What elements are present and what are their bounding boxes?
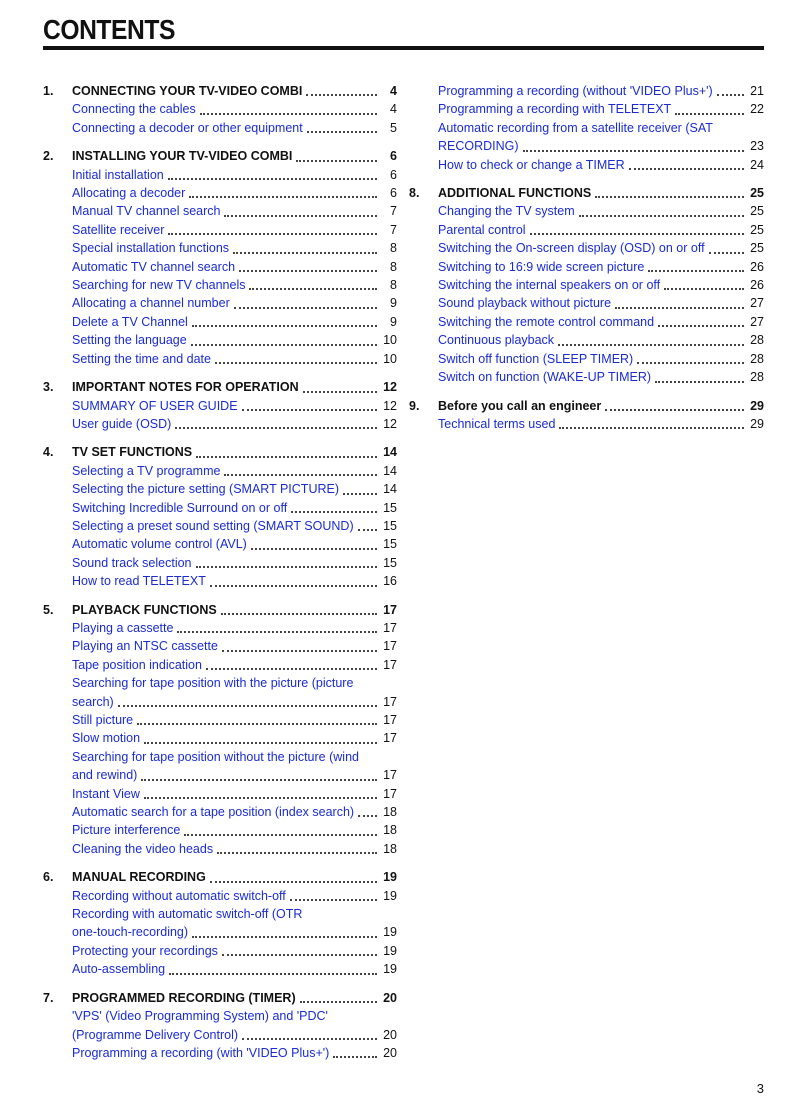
toc-left-column	[43, 82, 397, 1072]
toc-entry[interactable]	[43, 619, 397, 637]
section-page: 17	[383, 602, 397, 617]
dot-leader	[242, 1037, 377, 1040]
toc-entry[interactable]	[409, 137, 764, 155]
entry-title[interactable]: and rewind)	[72, 768, 138, 783]
toc-entry[interactable]	[43, 960, 397, 978]
entry-page: 18	[383, 823, 397, 838]
entry-page: 24	[750, 157, 764, 172]
entry-title[interactable]: Still picture	[72, 713, 134, 727]
entry-title[interactable]: Manual TV channel search	[72, 204, 221, 219]
dot-leader	[655, 380, 744, 383]
entry-page: 20	[383, 1027, 397, 1042]
entry-page: 14	[383, 463, 397, 478]
section-title: PLAYBACK FUNCTIONS	[72, 602, 217, 617]
dot-leader	[306, 93, 377, 96]
toc-entry[interactable]	[43, 674, 397, 692]
dot-leader	[221, 612, 377, 615]
section-page: 6	[390, 149, 397, 164]
entry-page: 19	[383, 925, 397, 940]
entry-page: 8	[390, 241, 397, 256]
dot-leader	[196, 455, 377, 458]
dot-leader	[307, 130, 377, 133]
section-number: 7.	[43, 990, 54, 1005]
dot-leader	[184, 833, 377, 836]
dot-leader	[249, 287, 377, 290]
section-number: 4.	[43, 445, 54, 460]
toc-entry[interactable]	[43, 656, 397, 674]
entry-title[interactable]: Switching the internal speakers on or off	[438, 278, 661, 293]
toc-entry[interactable]	[43, 294, 397, 312]
toc-right-column	[409, 82, 764, 443]
toc-entry[interactable]	[43, 785, 397, 803]
entry-page: 20	[383, 1045, 397, 1060]
entry-page: 21	[750, 84, 764, 98]
page-number: 3	[756, 1081, 764, 1096]
entry-title[interactable]: Programming a recording with TELETEXT	[438, 102, 672, 117]
toc-entry[interactable]	[43, 711, 397, 729]
toc-entry[interactable]	[43, 729, 397, 747]
entry-title[interactable]: Auto-assembling	[72, 962, 166, 977]
dot-leader	[530, 232, 744, 235]
section-heading[interactable]	[409, 184, 764, 202]
entry-title[interactable]: Continuous playback	[438, 333, 555, 348]
section-title: CONNECTING YOUR TV-VIDEO COMBI	[72, 84, 303, 98]
dot-leader	[118, 704, 377, 707]
entry-page: 27	[750, 314, 764, 329]
toc-entry[interactable]	[409, 276, 764, 294]
toc-section	[43, 147, 397, 368]
section-heading[interactable]	[43, 868, 397, 886]
section-page: 19	[383, 870, 397, 885]
entry-page: 10	[383, 351, 397, 366]
entry-page: 6	[390, 167, 397, 182]
entry-page: 22	[750, 102, 764, 117]
dot-leader	[224, 473, 377, 476]
section-heading[interactable]	[43, 989, 397, 1007]
toc-entry[interactable]	[43, 119, 397, 137]
entry-page: 17	[383, 768, 397, 783]
toc-section	[409, 397, 764, 434]
dot-leader	[290, 898, 377, 901]
dot-leader	[144, 796, 377, 799]
dot-leader	[177, 630, 377, 633]
entry-page: 16	[383, 574, 397, 589]
section-number: 5.	[43, 602, 54, 617]
entry-page: 14	[383, 482, 397, 497]
dot-leader	[210, 880, 377, 883]
toc-entry[interactable]	[43, 166, 397, 184]
entry-title[interactable]: How to check or change a TIMER	[438, 157, 625, 172]
section-page: 4	[390, 84, 397, 98]
dot-leader	[629, 167, 744, 170]
entry-title[interactable]: Connecting the cables	[72, 102, 196, 117]
entry-page: 15	[383, 500, 397, 515]
dot-leader	[200, 112, 377, 115]
toc-section	[43, 601, 397, 859]
toc-entry[interactable]	[43, 313, 397, 331]
section-heading[interactable]	[43, 443, 397, 461]
entry-title[interactable]: SUMMARY OF USER GUIDE	[72, 398, 238, 413]
entry-title[interactable]: Connecting a decoder or other equipment	[72, 120, 303, 135]
section-page: 14	[383, 445, 397, 460]
entry-page: 15	[383, 555, 397, 570]
entry-title[interactable]: Switch on function (WAKE-UP TIMER)	[438, 370, 652, 385]
dot-leader	[222, 649, 377, 652]
entry-page: 8	[390, 259, 397, 274]
entry-page: 28	[750, 370, 764, 385]
dot-leader	[675, 112, 744, 115]
toc-entry[interactable]	[409, 294, 764, 312]
dot-leader	[303, 390, 377, 393]
toc-entry[interactable]	[409, 368, 764, 386]
entry-title[interactable]: Parental control	[438, 222, 526, 237]
dot-leader	[217, 851, 377, 854]
entry-page: 28	[750, 333, 764, 348]
dot-leader	[637, 361, 744, 364]
page-title: CONTENTS	[43, 14, 175, 45]
toc-entry[interactable]	[43, 1026, 397, 1044]
entry-page: 17	[383, 731, 397, 746]
toc-entry[interactable]	[43, 905, 397, 923]
entry-page: 4	[390, 102, 397, 117]
toc-section	[43, 82, 397, 137]
dot-leader	[709, 251, 744, 254]
entry-title[interactable]: Selecting a preset sound setting (SMART SOUND)	[72, 518, 354, 533]
toc-entry[interactable]	[409, 202, 764, 220]
toc-entry[interactable]	[43, 803, 397, 821]
toc-section	[409, 184, 764, 386]
dot-leader	[234, 306, 377, 309]
toc-section	[409, 82, 764, 174]
toc-entry[interactable]	[409, 331, 764, 349]
entry-title[interactable]: Selecting the picture setting (SMART PICTURE)	[72, 482, 339, 497]
entry-title[interactable]: Protecting your recordings	[72, 943, 218, 958]
entry-title[interactable]: Allocating a decoder	[72, 186, 186, 201]
toc-section	[43, 378, 397, 433]
entry-page: 15	[383, 537, 397, 552]
toc-entry[interactable]	[43, 517, 397, 535]
toc-entry[interactable]	[43, 1044, 397, 1062]
entry-page: 9	[390, 296, 397, 311]
dot-leader	[192, 324, 377, 327]
toc-entry[interactable]	[409, 119, 764, 137]
dot-leader	[559, 426, 744, 429]
entry-page: 7	[390, 222, 397, 237]
dot-leader	[358, 528, 377, 531]
entry-page: 28	[750, 351, 764, 366]
toc-entry[interactable]	[409, 415, 764, 433]
entry-title[interactable]: Cleaning the video heads	[72, 841, 214, 856]
entry-page: 12	[383, 416, 397, 431]
entry-page: 17	[383, 786, 397, 801]
toc-entry[interactable]	[43, 276, 397, 294]
toc-entry[interactable]	[43, 462, 397, 480]
section-heading[interactable]	[43, 82, 397, 100]
dot-leader	[137, 722, 377, 725]
section-title: PROGRAMMED RECORDING (TIMER)	[72, 990, 296, 1005]
section-page: 12	[383, 380, 397, 395]
section-number: 3.	[43, 380, 54, 395]
entry-page: 18	[383, 841, 397, 856]
entry-page: 8	[390, 278, 397, 293]
section-heading[interactable]	[43, 378, 397, 396]
dot-leader	[239, 269, 377, 272]
section-heading[interactable]	[43, 601, 397, 619]
toc-entry[interactable]	[43, 415, 397, 433]
entry-title[interactable]: Programming a recording (without 'VIDEO Plus+')	[438, 84, 713, 98]
dot-leader	[343, 492, 377, 495]
entry-title[interactable]: Sound track selection	[72, 555, 192, 570]
entry-title[interactable]: Allocating a channel number	[72, 296, 230, 311]
entry-title[interactable]: Recording without automatic switch-off	[72, 888, 286, 903]
entry-title[interactable]: Switching Incredible Surround on or off	[72, 500, 288, 515]
entry-title[interactable]: RECORDING)	[438, 139, 519, 154]
entry-page: 5	[390, 120, 397, 135]
dot-leader	[196, 565, 377, 568]
dot-leader	[333, 1055, 377, 1058]
entry-page: 9	[390, 314, 397, 329]
entry-title[interactable]: Searching for tape position without the picture (wind	[72, 749, 359, 764]
toc-section	[43, 443, 397, 590]
entry-page: 27	[750, 296, 764, 311]
entry-title[interactable]: User guide (OSD)	[72, 416, 172, 431]
entry-title[interactable]: Automatic TV channel search	[72, 259, 236, 274]
entry-title[interactable]: Searching for tape position with the picture (picture	[72, 676, 354, 691]
title-rule	[43, 46, 764, 50]
entry-title[interactable]: Automatic search for a tape position (index search)	[72, 805, 355, 820]
dot-leader	[141, 778, 377, 781]
section-page: 25	[750, 186, 764, 201]
toc-section	[43, 989, 397, 1063]
toc-entry[interactable]	[43, 258, 397, 276]
dot-leader	[300, 1000, 377, 1003]
entry-title[interactable]: Switching the remote control command	[438, 314, 655, 329]
entry-title[interactable]: one-touch-recording)	[72, 925, 189, 940]
toc-entry[interactable]	[43, 480, 397, 498]
toc-entry[interactable]	[43, 100, 397, 118]
entry-page: 17	[383, 713, 397, 727]
toc-entry[interactable]	[409, 100, 764, 118]
toc-entry[interactable]	[43, 766, 397, 784]
entry-page: 17	[383, 620, 397, 635]
entry-page: 7	[390, 204, 397, 219]
entry-title[interactable]: Programming a recording (with 'VIDEO Plus+')	[72, 1045, 330, 1060]
toc-entry[interactable]	[43, 535, 397, 553]
toc-entry[interactable]	[409, 221, 764, 239]
toc-entry[interactable]	[409, 156, 764, 174]
dot-leader	[296, 159, 377, 162]
entry-title[interactable]: (Programme Delivery Control)	[72, 1027, 239, 1042]
entry-page: 25	[750, 204, 764, 219]
dot-leader	[210, 584, 377, 587]
entry-title[interactable]: Technical terms used	[438, 416, 556, 431]
dot-leader	[605, 408, 744, 411]
entry-title[interactable]: Searching for new TV channels	[72, 278, 246, 293]
dot-leader	[144, 741, 377, 744]
toc-entry[interactable]	[43, 748, 397, 766]
dot-leader	[664, 287, 744, 290]
entry-page: 17	[383, 657, 397, 672]
dot-leader	[579, 214, 744, 217]
dot-leader	[168, 232, 377, 235]
entry-title[interactable]: Recording with automatic switch-off (OTR	[72, 907, 303, 922]
entry-page: 19	[383, 888, 397, 903]
entry-title[interactable]: Playing an NTSC cassette	[72, 639, 218, 654]
dot-leader	[224, 214, 377, 217]
dot-leader	[648, 269, 744, 272]
entry-page: 17	[383, 639, 397, 654]
toc-section	[43, 868, 397, 978]
entry-page: 19	[383, 962, 397, 977]
toc-entry[interactable]	[43, 350, 397, 368]
entry-page: 26	[750, 259, 764, 274]
entry-page: 6	[390, 186, 397, 201]
dot-leader	[191, 343, 377, 346]
toc-entry[interactable]	[43, 942, 397, 960]
entry-title[interactable]: Slow motion	[72, 731, 141, 746]
dot-leader	[523, 149, 744, 152]
toc-entry[interactable]	[43, 184, 397, 202]
toc-entry[interactable]	[43, 554, 397, 572]
dot-leader	[358, 814, 377, 817]
dot-leader	[558, 343, 744, 346]
entry-title[interactable]: Picture interference	[72, 823, 181, 838]
entry-title[interactable]: Sound playback without picture	[438, 296, 612, 311]
dot-leader	[168, 177, 377, 180]
entry-title[interactable]: Special installation functions	[72, 241, 230, 256]
section-title: Before you call an engineer	[438, 398, 602, 413]
dot-leader	[242, 408, 377, 411]
entry-title[interactable]: Automatic recording from a satellite receiver (SAT	[438, 120, 713, 135]
dot-leader	[233, 251, 377, 254]
entry-page: 18	[383, 805, 397, 820]
section-title: MANUAL RECORDING	[72, 870, 206, 885]
section-number: 2.	[43, 149, 54, 164]
toc-entry[interactable]	[43, 221, 397, 239]
dot-leader	[206, 667, 377, 670]
dot-leader	[251, 547, 377, 550]
toc-entry[interactable]	[409, 350, 764, 368]
entry-page: 12	[383, 398, 397, 413]
entry-title[interactable]: Changing the TV system	[438, 204, 575, 219]
entry-title[interactable]: Setting the language	[72, 333, 187, 348]
section-title: INSTALLING YOUR TV-VIDEO COMBI	[72, 149, 293, 164]
section-title: TV SET FUNCTIONS	[72, 445, 193, 460]
toc-entry[interactable]	[43, 821, 397, 839]
dot-leader	[169, 972, 377, 975]
section-title: IMPORTANT NOTES FOR OPERATION	[72, 380, 299, 395]
toc-entry[interactable]	[409, 239, 764, 257]
entry-page: 15	[383, 518, 397, 533]
section-page: 29	[750, 398, 764, 413]
entry-page: 25	[750, 241, 764, 256]
dot-leader	[717, 93, 744, 96]
section-title: ADDITIONAL FUNCTIONS	[438, 186, 592, 201]
dot-leader	[222, 953, 377, 956]
toc-entry[interactable]	[43, 239, 397, 257]
entry-title[interactable]: How to read TELETEXT	[72, 574, 206, 589]
entry-page: 19	[383, 943, 397, 958]
entry-title[interactable]: Satellite receiver	[72, 222, 165, 237]
entry-page: 29	[750, 416, 764, 431]
section-number: 6.	[43, 870, 54, 885]
entry-title[interactable]: Initial installation	[72, 167, 164, 182]
entry-title[interactable]: Playing a cassette	[72, 620, 174, 635]
dot-leader	[658, 324, 744, 327]
entry-title[interactable]: Switch off function (SLEEP TIMER)	[438, 351, 634, 366]
dot-leader	[291, 510, 377, 513]
dot-leader	[192, 935, 377, 938]
section-number: 9.	[409, 398, 420, 413]
toc-entry[interactable]	[43, 499, 397, 517]
entry-page: 26	[750, 278, 764, 293]
toc-entry[interactable]	[43, 923, 397, 941]
entry-title[interactable]: Setting the time and date	[72, 351, 211, 366]
entry-title[interactable]: search)	[72, 694, 114, 709]
entry-page: 10	[383, 333, 397, 348]
entry-title[interactable]: Switching to 16:9 wide screen picture	[438, 259, 645, 274]
toc-entry[interactable]	[409, 82, 764, 100]
toc-entry[interactable]	[43, 572, 397, 590]
toc-entry[interactable]	[409, 258, 764, 276]
toc-entry[interactable]	[43, 397, 397, 415]
entry-title[interactable]: Delete a TV Channel	[72, 314, 188, 329]
entry-title[interactable]: Instant View	[72, 786, 140, 801]
section-page: 20	[383, 990, 397, 1005]
toc-entry[interactable]	[43, 202, 397, 220]
dot-leader	[189, 195, 377, 198]
dot-leader	[595, 195, 744, 198]
dot-leader	[215, 361, 377, 364]
dot-leader	[175, 426, 377, 429]
entry-page: 25	[750, 222, 764, 237]
dot-leader	[615, 306, 744, 309]
entry-title[interactable]: Selecting a TV programme	[72, 463, 221, 478]
toc-entry[interactable]	[409, 313, 764, 331]
entry-page: 23	[750, 139, 764, 154]
section-heading[interactable]	[43, 147, 397, 165]
section-number: 1.	[43, 84, 54, 98]
toc-entry[interactable]	[43, 1007, 397, 1025]
toc-entry[interactable]	[43, 887, 397, 905]
toc-entry[interactable]	[43, 693, 397, 711]
entry-title[interactable]: 'VPS' (Video Programming System) and 'PDC'	[72, 1009, 328, 1024]
entry-page: 17	[383, 694, 397, 709]
section-number: 8.	[409, 186, 420, 201]
toc-entry[interactable]	[43, 331, 397, 349]
toc-entry[interactable]	[43, 840, 397, 858]
toc-entry[interactable]	[43, 637, 397, 655]
entry-title[interactable]: Tape position indication	[72, 657, 202, 672]
entry-title[interactable]: Switching the On-screen display (OSD) on or off	[438, 241, 705, 256]
section-heading[interactable]	[409, 397, 764, 415]
entry-title[interactable]: Automatic volume control (AVL)	[72, 537, 247, 552]
